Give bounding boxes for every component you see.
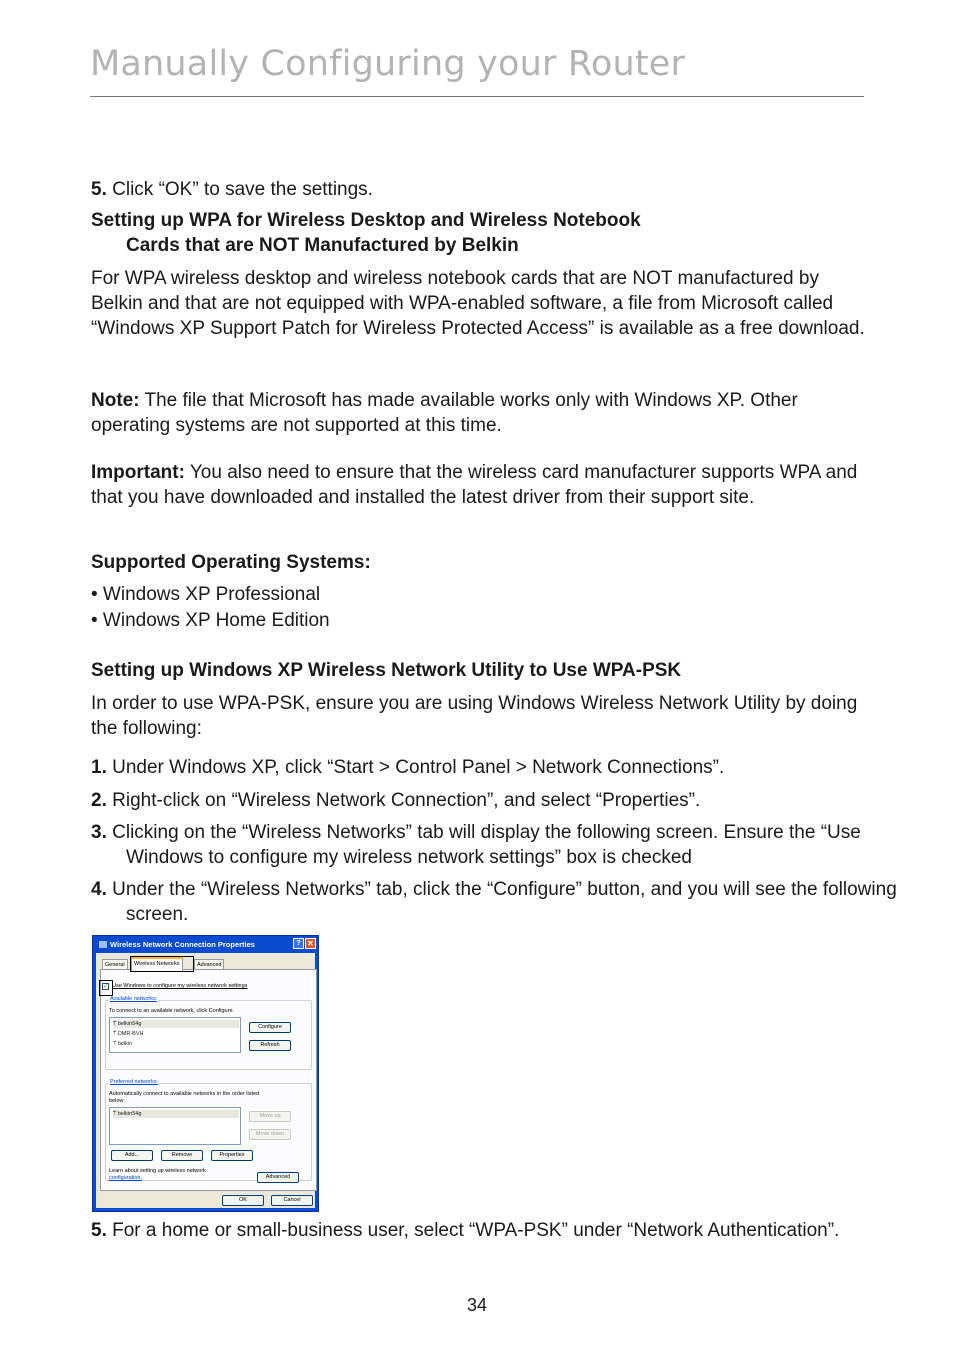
step-4 bbox=[91, 877, 906, 927]
note-paragraph bbox=[91, 388, 871, 438]
advanced-button[interactable]: Advanced bbox=[257, 1172, 299, 1183]
use-windows-label: Use Windows to configure my wireless network settings bbox=[112, 983, 248, 989]
learn-about-link-cont[interactable]: configuration. bbox=[109, 1175, 143, 1181]
available-networks-list[interactable] bbox=[109, 1017, 241, 1053]
available-networks-desc: To connect to an available network, click Configure. bbox=[109, 1008, 235, 1014]
learn-about-link[interactable]: setting up wireless network bbox=[139, 1168, 206, 1174]
os-list-item: • Windows XP Professional bbox=[91, 584, 321, 605]
important-text: You also need to ensure that the wireless card manufacturer supports WPA and that you have downloaded and installed the latest driver from their support site. bbox=[91, 462, 858, 508]
tab-highlight-box bbox=[130, 956, 194, 972]
preferred-networks-desc: Automatically connect to available networks in the order listed bbox=[109, 1091, 260, 1097]
antenna-icon: ⍡ bbox=[113, 1021, 118, 1027]
ok-button[interactable]: OK bbox=[222, 1195, 264, 1206]
list-item[interactable]: ⍡ belkin54g bbox=[113, 1020, 239, 1028]
preferred-networks-list[interactable] bbox=[109, 1107, 241, 1145]
tab-wireless-networks[interactable]: Wireless Networks bbox=[131, 957, 183, 972]
list-item[interactable]: ⍡ DMR-BVH bbox=[113, 1031, 144, 1037]
help-button[interactable]: ? bbox=[293, 938, 304, 949]
configure-button[interactable]: Configure bbox=[249, 1022, 291, 1033]
step-5-wpa-psk bbox=[91, 1218, 906, 1243]
antenna-icon: ⍡ bbox=[113, 1041, 118, 1047]
step-2 bbox=[91, 788, 906, 813]
network-connection-icon bbox=[99, 941, 107, 948]
step-text: Under Windows XP, click “Start > Control Panel > Network Connections”. bbox=[106, 757, 725, 778]
important-paragraph bbox=[91, 460, 871, 510]
refresh-button[interactable]: Refresh bbox=[249, 1040, 291, 1051]
title-divider bbox=[90, 96, 864, 97]
step-text: Right-click on “Wireless Network Connection”, and select “Properties”. bbox=[106, 790, 701, 811]
step-number: 4. bbox=[91, 879, 107, 900]
available-networks-label: Available networks: bbox=[110, 996, 158, 1002]
antenna-icon: ⍡ bbox=[113, 1111, 118, 1117]
cancel-button[interactable]: Cancel bbox=[271, 1195, 313, 1206]
step-text: Under the “Wireless Networks” tab, click the “Configure” button, and you will see the following screen. bbox=[106, 879, 897, 925]
wpa-psk-intro: In order to use WPA-PSK, ensure you are using Windows Wireless Network Utility by doing the following: bbox=[91, 693, 858, 739]
add-network-button[interactable]: Add... bbox=[111, 1150, 153, 1161]
section-heading-wpa-cont: Cards that are NOT Manufactured by Belkin bbox=[126, 235, 519, 256]
dialog-body bbox=[96, 953, 315, 1208]
list-item[interactable]: ⍡ belkin54g bbox=[113, 1110, 239, 1118]
note-label: Note: bbox=[91, 390, 140, 411]
list-item[interactable]: ⍡ belkin bbox=[113, 1041, 133, 1047]
tab-advanced[interactable]: Advanced bbox=[194, 959, 224, 970]
step-number: 5. bbox=[91, 179, 107, 200]
preferred-networks-desc-cont: below: bbox=[109, 1098, 125, 1104]
step-text: For a home or small-business user, select “WPA-PSK” under “Network Authentication”. bbox=[106, 1220, 840, 1241]
tab-general[interactable]: General bbox=[102, 959, 128, 970]
wireless-properties-dialog bbox=[92, 935, 319, 1212]
step-text: Click “OK” to save the settings. bbox=[106, 179, 373, 200]
step-1 bbox=[91, 755, 906, 780]
section-heading-wpa-psk: Setting up Windows XP Wireless Network Utility to Use WPA-PSK bbox=[91, 660, 682, 681]
step-number: 3. bbox=[91, 822, 107, 843]
move-down-button[interactable]: Move down bbox=[249, 1129, 291, 1140]
step-3 bbox=[91, 820, 906, 870]
intro-paragraph: For WPA wireless desktop and wireless notebook cards that are NOT manufactured by Belkin and that are not equipped with WPA-enabled software, a file from Microsoft called “Windows XP Support Patch for Wireless Protected Access” is available as a free download. bbox=[91, 268, 865, 339]
use-windows-checkbox[interactable]: ✓ bbox=[103, 984, 109, 990]
step-number: 1. bbox=[91, 757, 107, 778]
antenna-icon: ⍡ bbox=[113, 1031, 118, 1037]
supported-os-heading: Supported Operating Systems: bbox=[91, 552, 371, 573]
close-button[interactable]: ✕ bbox=[305, 938, 316, 949]
remove-network-button[interactable]: Remove bbox=[161, 1150, 203, 1161]
important-label: Important: bbox=[91, 462, 185, 483]
step-number: 5. bbox=[91, 1220, 107, 1241]
preferred-networks-label: Preferred networks: bbox=[110, 1079, 158, 1085]
section-heading-wpa: Setting up WPA for Wireless Desktop and Wireless Notebook bbox=[91, 210, 641, 231]
page-number: 34 bbox=[466, 1295, 488, 1315]
wireless-networks-panel bbox=[100, 969, 317, 1191]
dialog-title-bar bbox=[96, 938, 315, 951]
page-title: Manually Configuring your Router bbox=[90, 44, 686, 84]
note-text: The file that Microsoft has made available works only with Windows XP. Other operating systems are not supported at this time. bbox=[91, 390, 798, 436]
network-properties-button[interactable]: Properties bbox=[211, 1150, 253, 1161]
step-text: Clicking on the “Wireless Networks” tab will display the following screen. Ensure the “Use Windows to configure my wireless network settings” box is checked bbox=[106, 822, 861, 868]
step-5-save bbox=[91, 177, 871, 202]
move-up-button[interactable]: Move up bbox=[249, 1111, 291, 1122]
os-list-item: • Windows XP Home Edition bbox=[91, 610, 330, 631]
dialog-title: Wireless Network Connection Properties bbox=[110, 940, 255, 949]
step-number: 2. bbox=[91, 790, 107, 811]
learn-about-text: Learn about setting up wireless network bbox=[109, 1168, 206, 1174]
